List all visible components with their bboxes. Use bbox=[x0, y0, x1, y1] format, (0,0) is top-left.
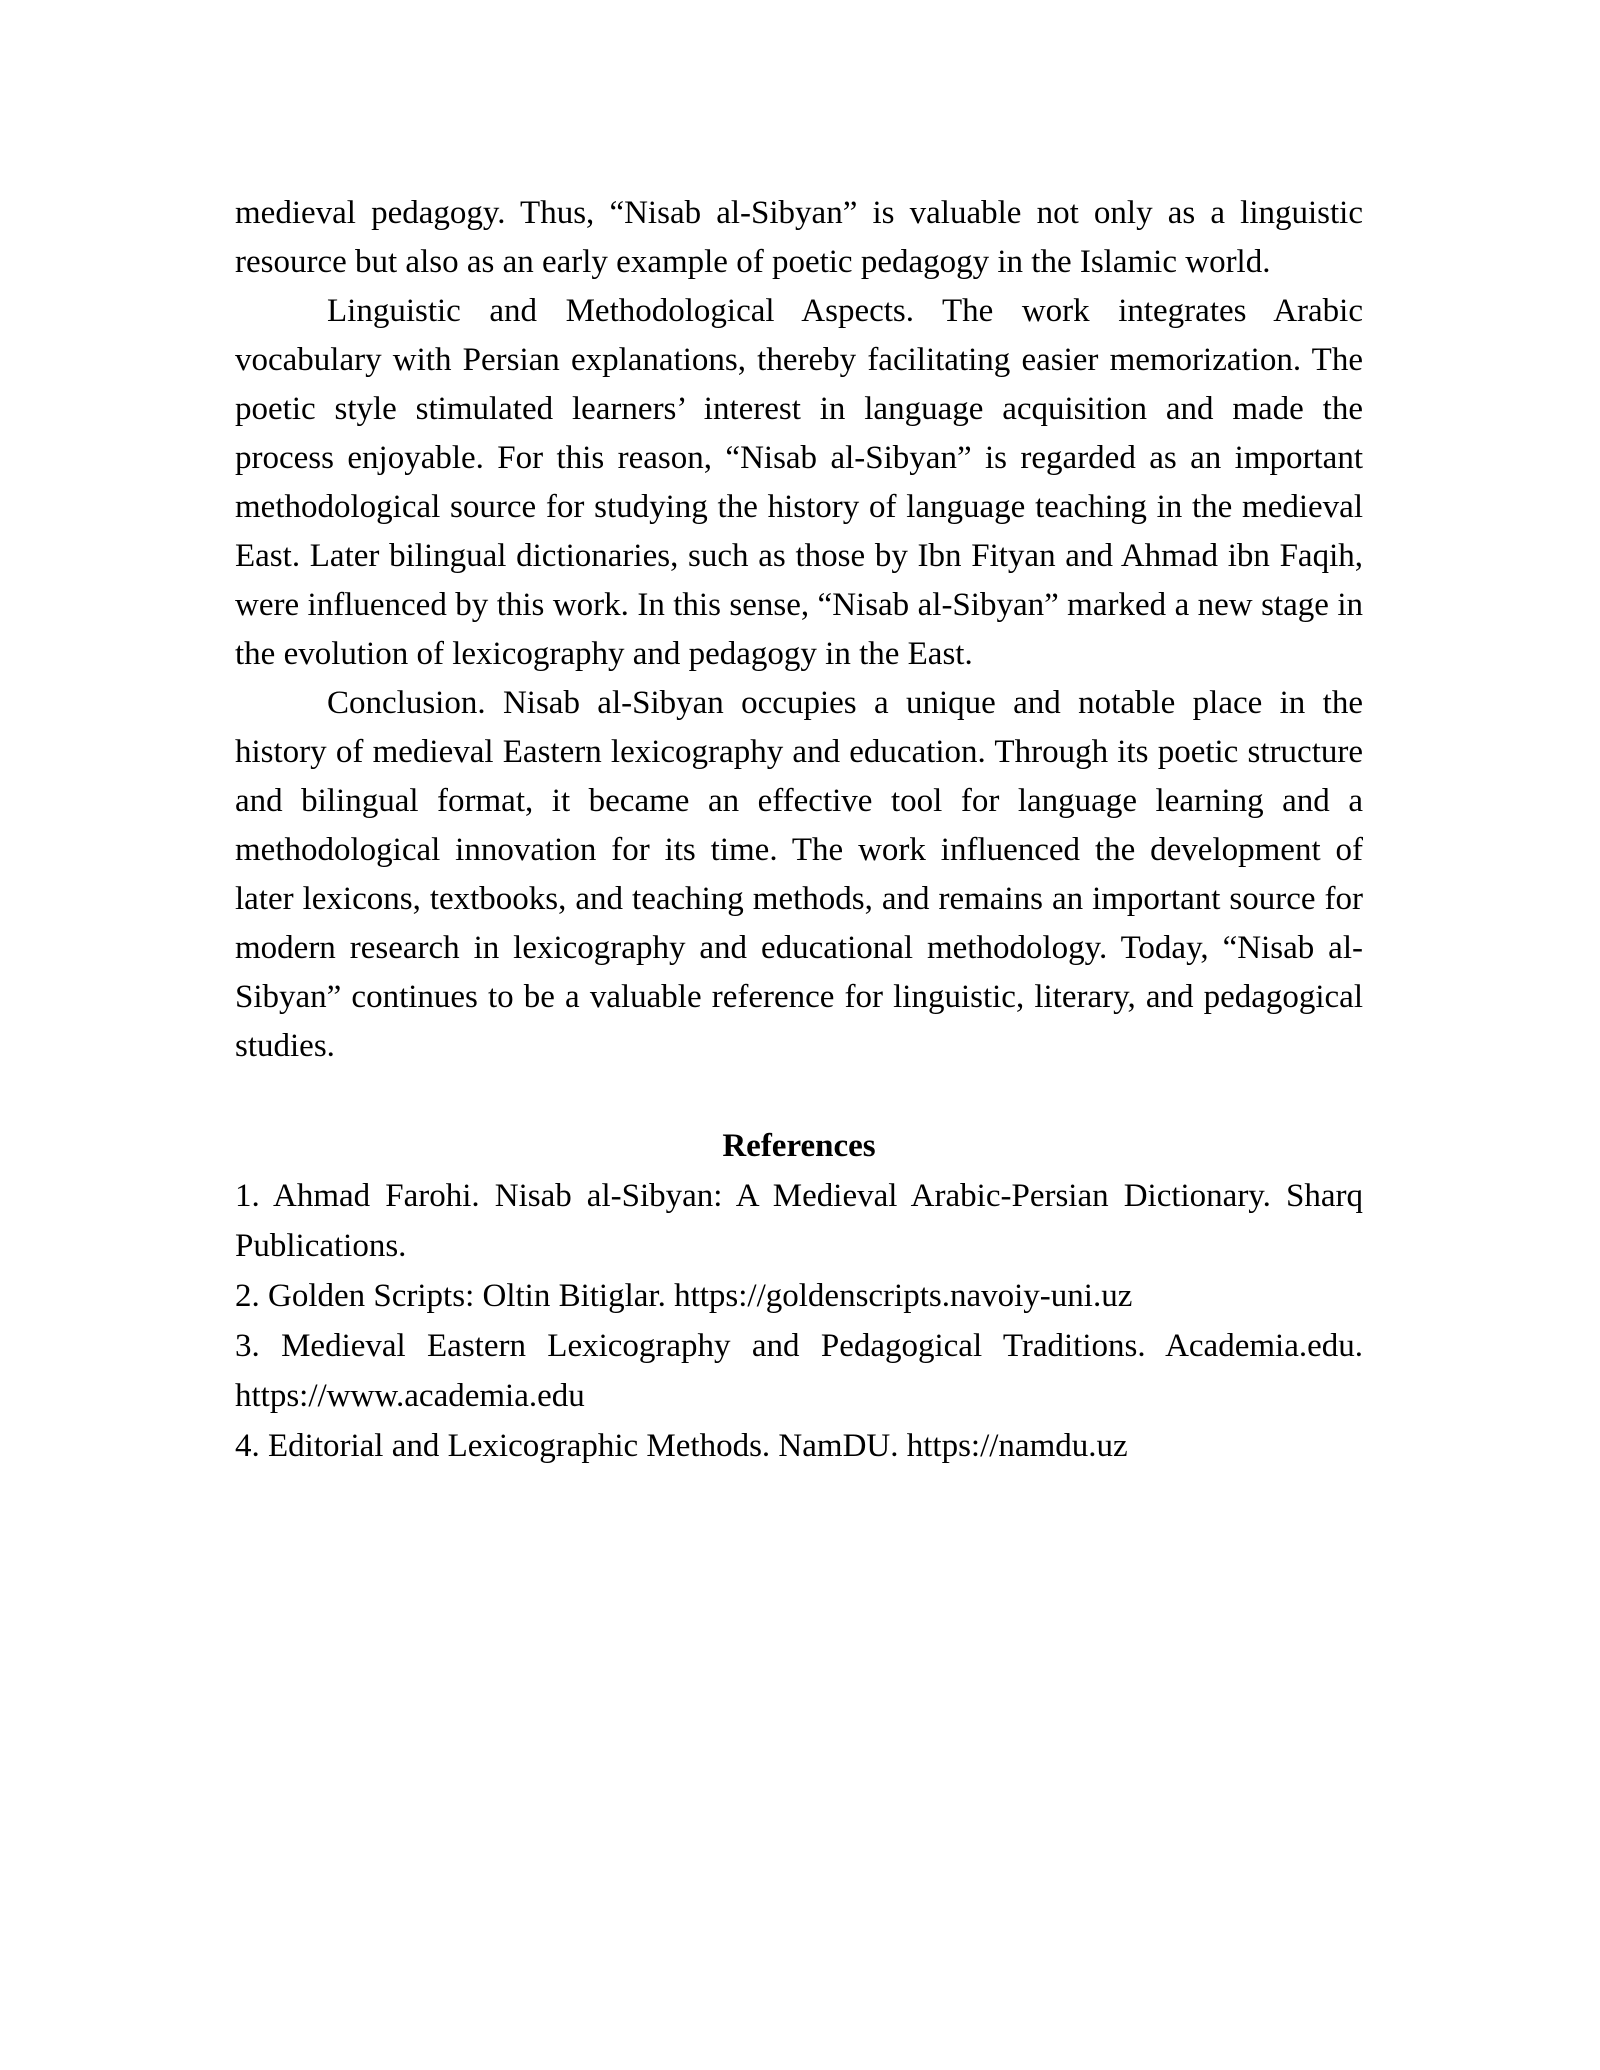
body-paragraph-conclusion: Conclusion. Nisab al-Sibyan occupies a unique and notable place in the history of medieval Eastern lexicography and education. Through its poetic structure and bilingual format, it became an effective tool for language learning and a methodological innovation for its time. The work influenced the development of later lexicons, textbooks, and teaching methods, and remains an important source for modern research in lexicography and educational methodology. Today, “Nisab al-Sibyan” continues to be a valuable reference for linguistic, literary, and pedagogical studies. bbox=[235, 685, 1363, 1064]
body-paragraph-linguistic-aspects: Linguistic and Methodological Aspects. The work integrates Arabic vocabulary with Persian explanations, thereby facilitating easier memorization. The poetic style stimulated learners’ interest in language acquisition and made the process enjoyable. For this reason, “Nisab al-Sibyan” is regarded as an important methodological source for studying the history of language teaching in the medieval East. Later bilingual dictionaries, such as those by Ibn Fityan and Ahmad ibn Faqih, were influenced by this work. In this sense, “Nisab al-Sibyan” marked a new stage in the evolution of lexicography and pedagogy in the East. bbox=[235, 293, 1363, 672]
reference-item-2: 2. Golden Scripts: Oltin Bitiglar. https://goldenscripts.navoiy-uni.uz bbox=[235, 1278, 1133, 1314]
references-heading: References bbox=[722, 1128, 876, 1164]
reference-item-1: 1. Ahmad Farohi. Nisab al-Sibyan: A Medieval Arabic-Persian Dictionary. Sharq Publications. bbox=[235, 1178, 1363, 1264]
reference-item-4: 4. Editorial and Lexicographic Methods. NamDU. https://namdu.uz bbox=[235, 1428, 1128, 1464]
document-body bbox=[235, 189, 1363, 1471]
body-paragraph-continuation: medieval pedagogy. Thus, “Nisab al-Sibyan” is valuable not only as a linguistic resource but also as an early example of poetic pedagogy in the Islamic world. bbox=[235, 195, 1363, 280]
reference-item-3: 3. Medieval Eastern Lexicography and Pedagogical Traditions. Academia.edu. https://www.academia.edu bbox=[235, 1328, 1363, 1414]
